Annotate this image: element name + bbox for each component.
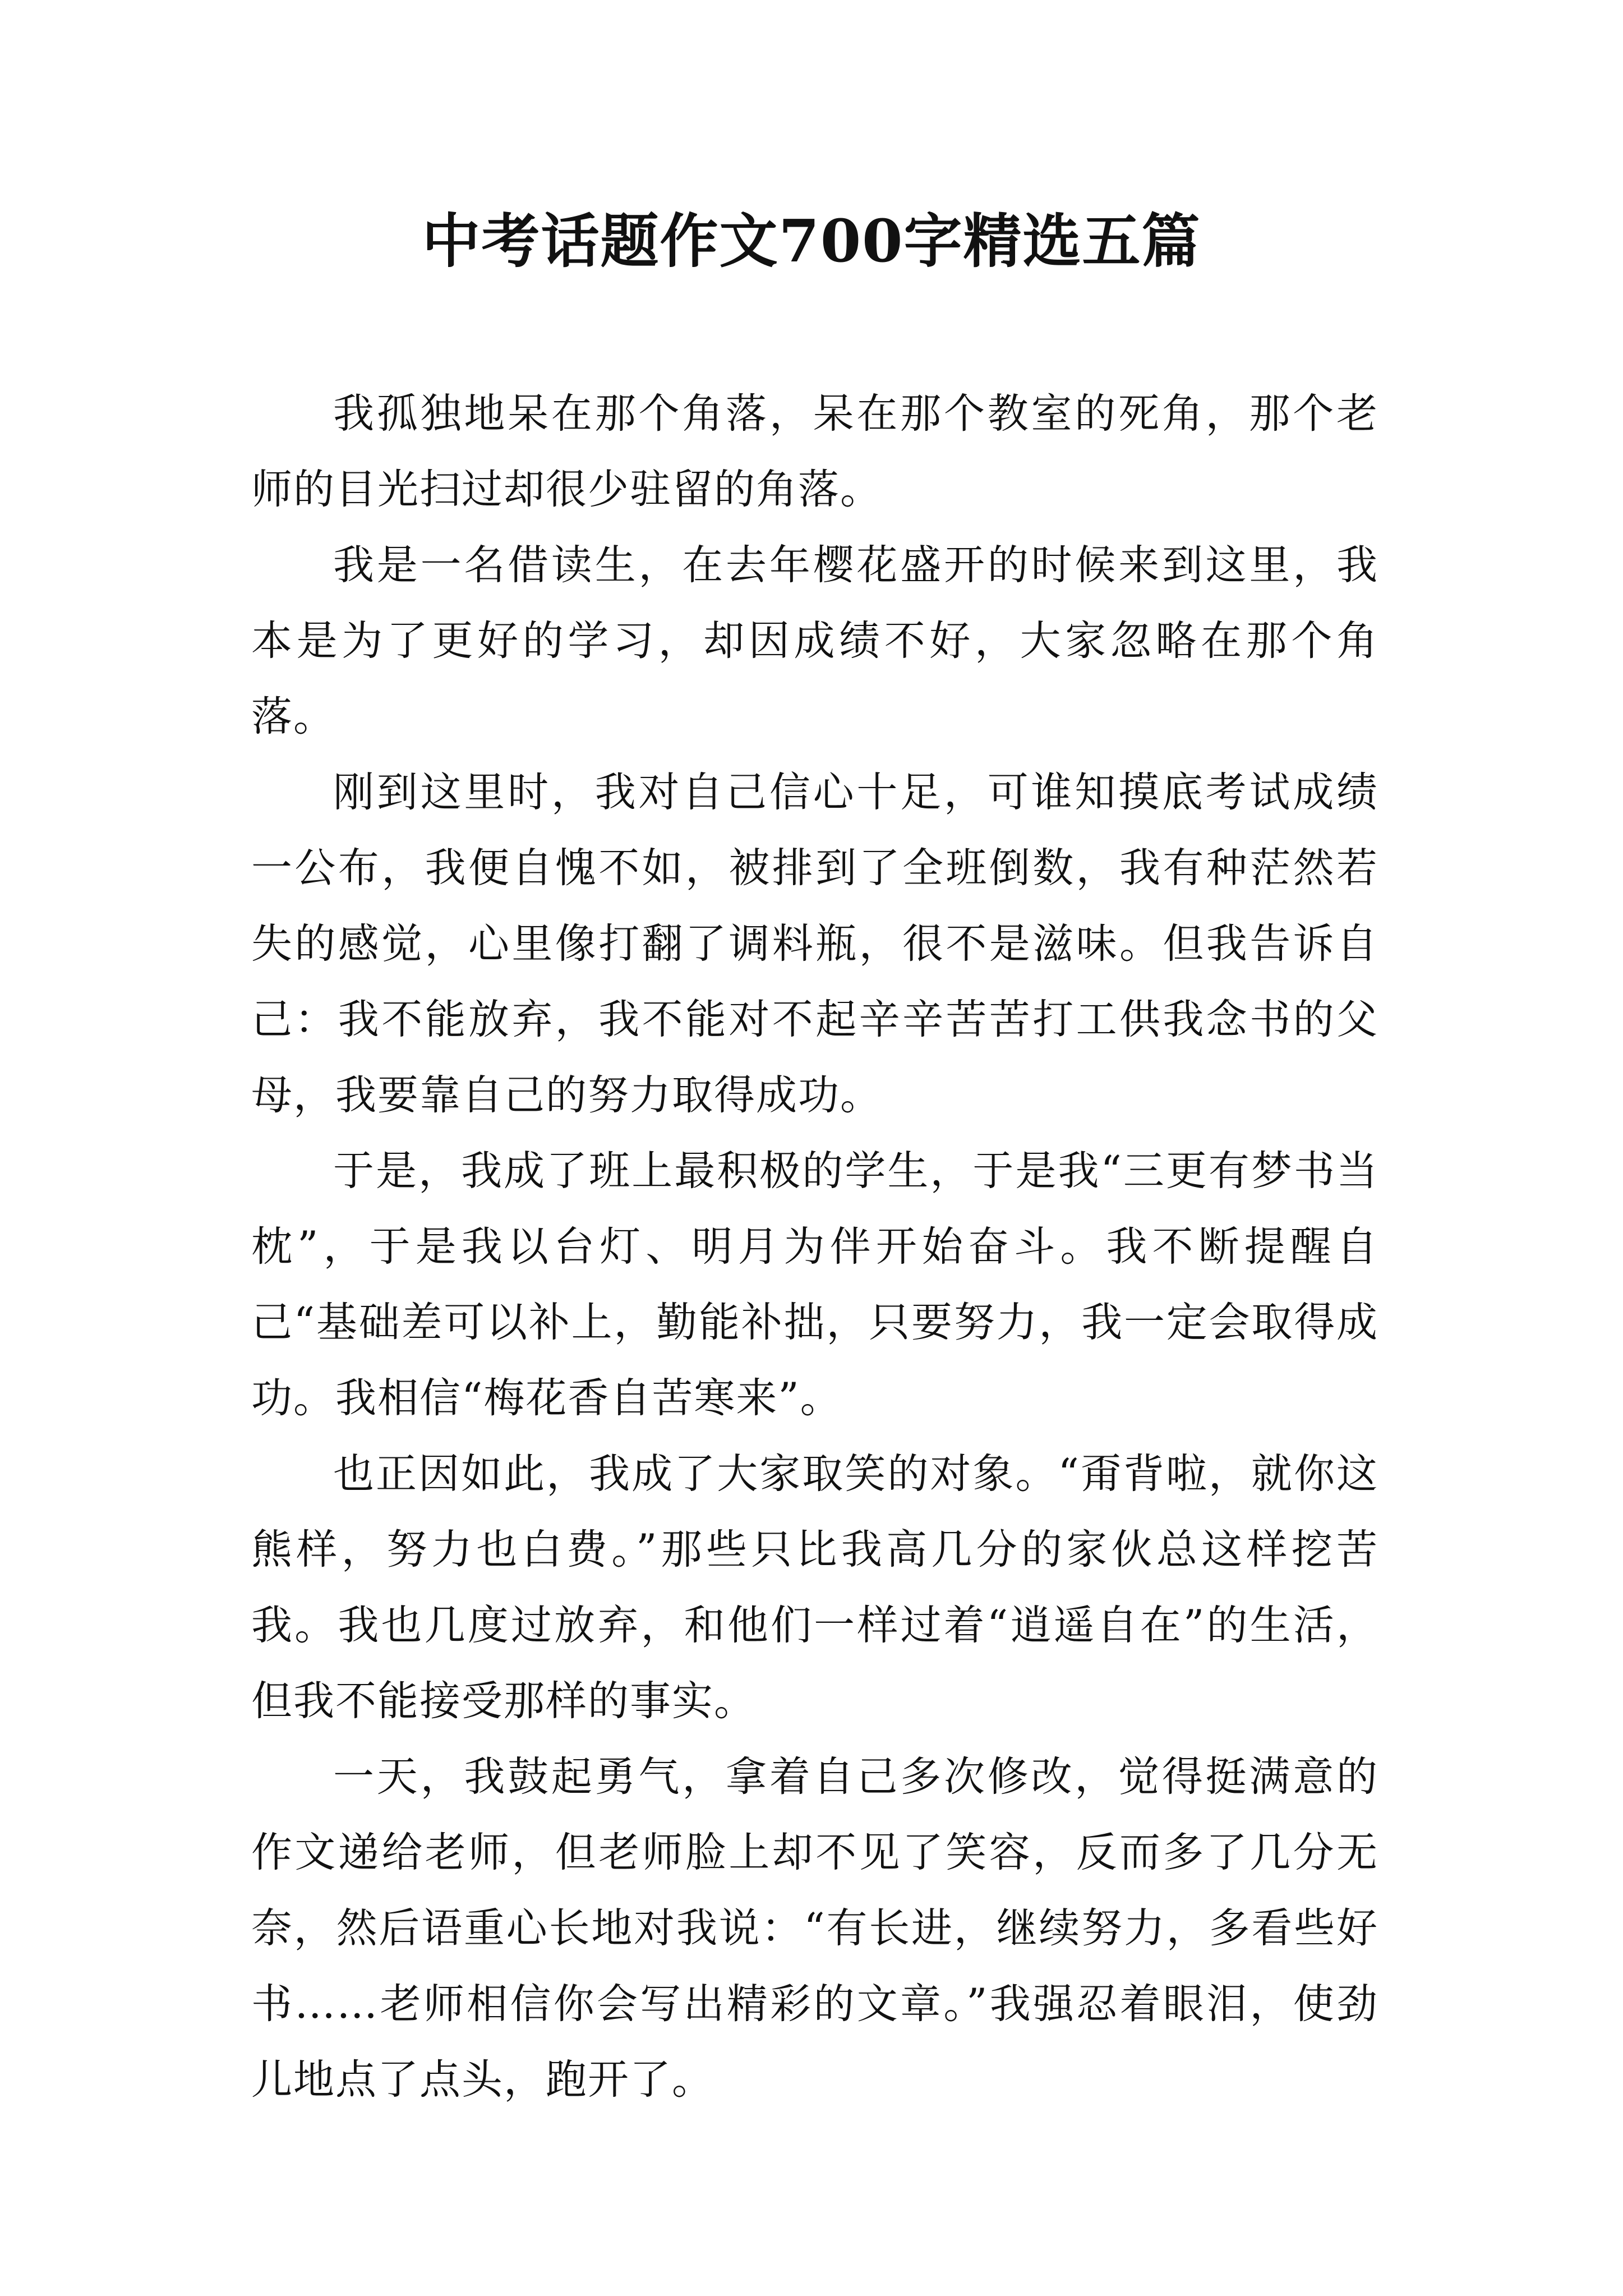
paragraph-3: 刚到这里时，我对自己信心十足，可谁知摸底考试成绩一公布，我便自愧不如，被排到了全班倒数，我有种茫然若失的感觉，心里像打翻了调料瓶，很不是滋味。但我告诉自己：我不能放弃，我不能对不起辛辛苦苦打工供我念书的父母，我要靠自己的努力取得成功。 <box>251 769 1378 1119</box>
paragraph-5: 也正因如此，我成了大家取笑的对象。“甭背啦，就你这熊样，努力也白费。”那些只比我高几分的家伙总这样挖苦我。我也几度过放弃，和他们一样过着“逍遥自在”的生活，但我不能接受那样的事实。 <box>251 1450 1378 1725</box>
document-body <box>251 376 1378 2118</box>
paragraph-2: 我是一名借读生，在去年樱花盛开的时候来到这里，我本是为了更好的学习，却因成绩不好，大家忽略在那个角落。 <box>251 541 1378 740</box>
paragraph-6: 一天，我鼓起勇气，拿着自己多次修改，觉得挺满意的作文递给老师，但老师脸上却不见了笑容，反而多了几分无奈，然后语重心长地对我说：“有长进，继续努力，多看些好书……老师相信你会写出精彩的文章。”我强忍着眼泪，使劲儿地点了点头，跑开了。 <box>251 1753 1378 2104</box>
paragraph-1: 我孤独地呆在那个角落，呆在那个教室的死角，那个老师的目光扫过却很少驻留的角落。 <box>251 390 1378 513</box>
paragraph-4: 于是，我成了班上最积极的学生，于是我“三更有梦书当枕”，于是我以台灯、明月为伴开始奋斗。我不断提醒自己“基础差可以补上，勤能补拙，只要努力，我一定会取得成功。我相信“梅花香自苦寒来”。 <box>251 1147 1378 1422</box>
document-title: 中考话题作文700字精选五篇 <box>422 206 1201 275</box>
